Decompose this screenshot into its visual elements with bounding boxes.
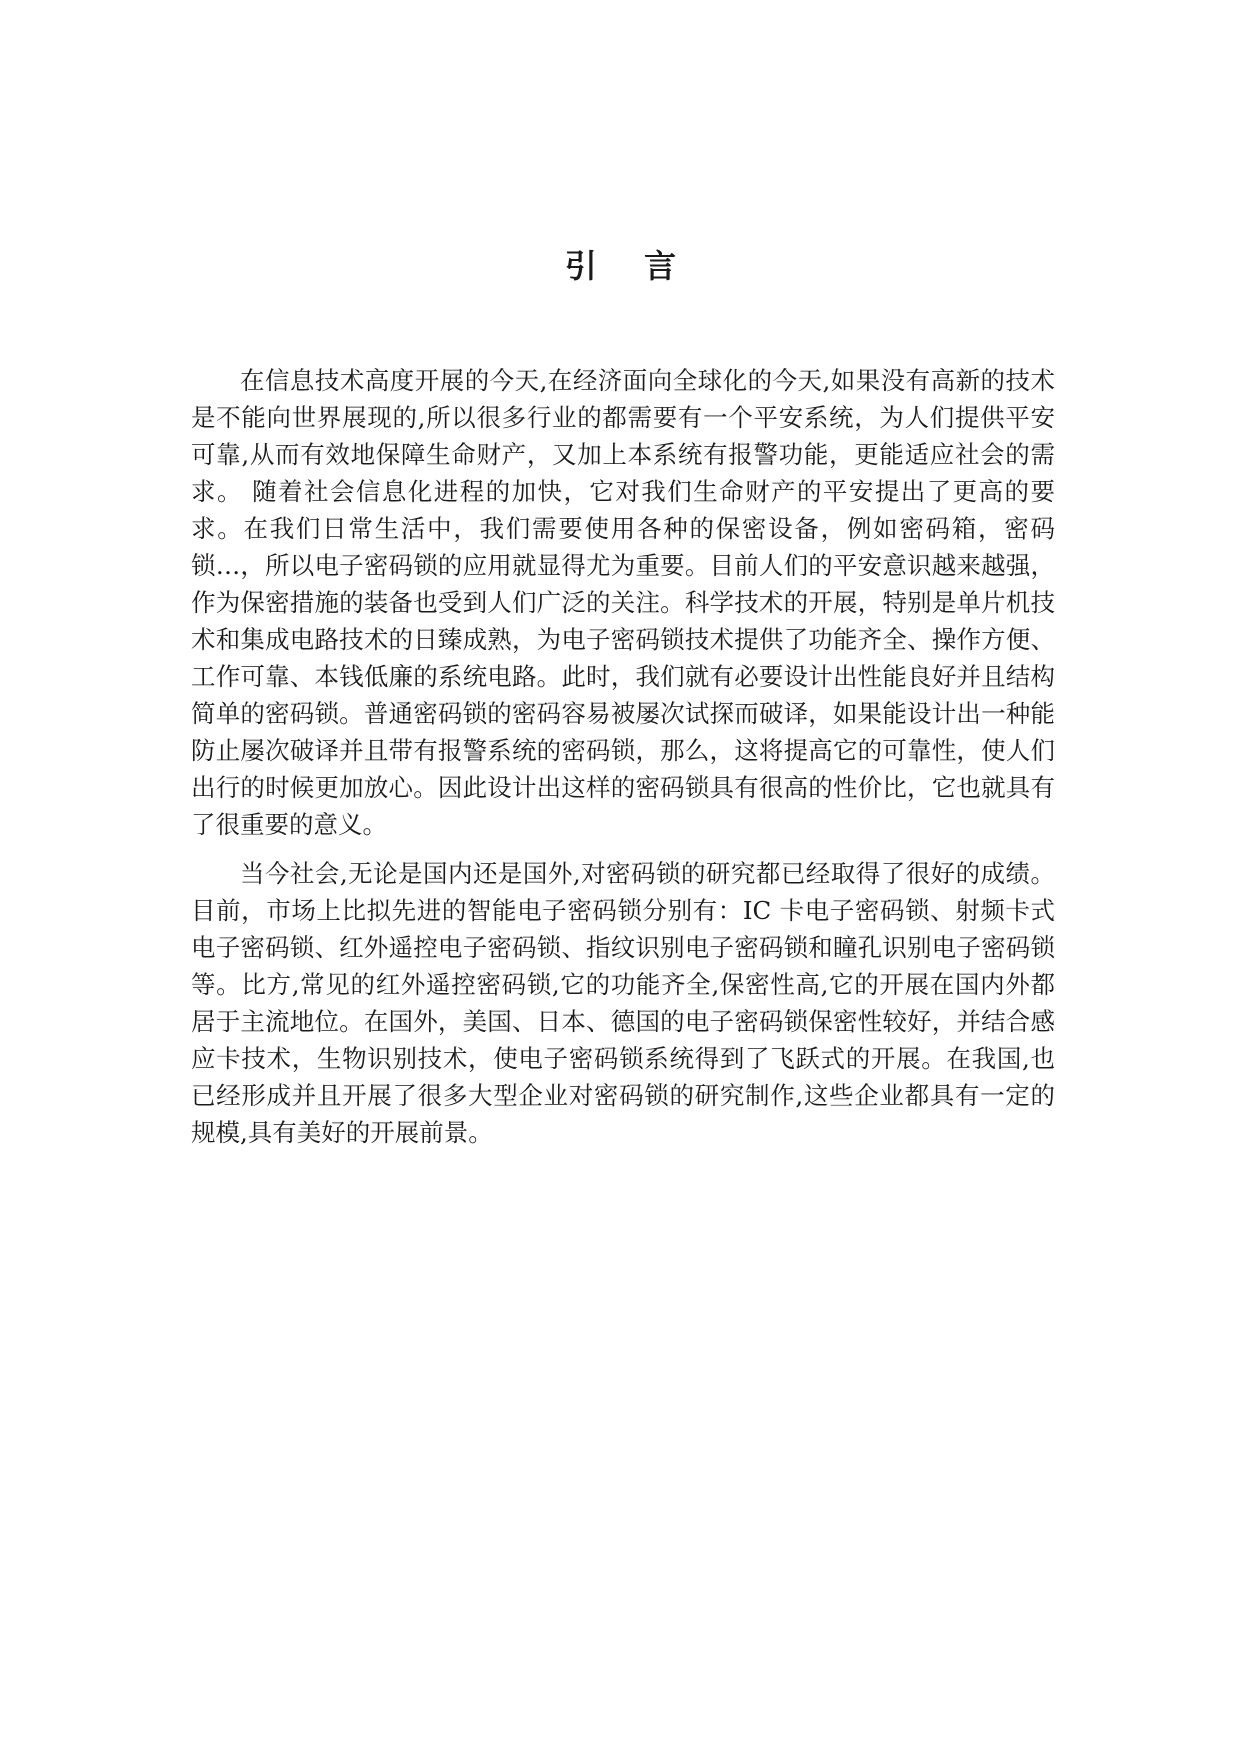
- page-title: 引 言: [564, 247, 695, 285]
- paragraph-2: 当今社会,无论是国内还是国外,对密码锁的研究都已经取得了很好的成绩。目前，市场上比拟先进的智能电子密码锁分别有：IC 卡电子密码锁、射频卡式电子密码锁、红外遥控电子密码锁、指纹识别电子密码锁和瞳孔识别电子密码锁等。比方,常见的红外遥控密码锁,它的功能齐全,保密性高,它的开展在国内外都居于主流地位。在国外，美国、日本、德国的电子密码锁保密性较好，并结合感应卡技术，生物识别技术，使电子密码锁系统得到了飞跃式的开展。在我国,也已经形成并且开展了很多大型企业对密码锁的研究制作,这些企业都具有一定的规模,具有美好的开展前景。: [191, 859, 1055, 1147]
- body-text: [191, 362, 1055, 1163]
- paragraph-1: 在信息技术高度开展的今天,在经济面向全球化的今天,如果没有高新的技术是不能向世界展现的,所以很多行业的都需要有一个平安系统，为人们提供平安可靠,从而有效地保障生命财产，又加上本系统有报警功能，更能适应社会的需求。 随着社会信息化进程的加快，它对我们生命财产的平安提出了更高的要求。在我们日常生活中，我们需要使用各种的保密设备，例如密码箱，密码锁…，所以电子密码锁的应用就显得尤为重要。目前人们的平安意识越来越强，作为保密措施的装备也受到人们广泛的关注。科学技术的开展，特别是单片机技术和集成电路技术的日臻成熟，为电子密码锁技术提供了功能齐全、操作方便、工作可靠、本钱低廉的系统电路。此时，我们就有必要设计出性能良好并且结构简单的密码锁。普通密码锁的密码容易被屡次试探而破译，如果能设计出一种能防止屡次破译并且带有报警系统的密码锁，那么，这将提高它的可靠性，使人们出行的时候更加放心。因此设计出这样的密码锁具有很高的性价比，它也就具有了很重要的意义。: [191, 366, 1055, 839]
